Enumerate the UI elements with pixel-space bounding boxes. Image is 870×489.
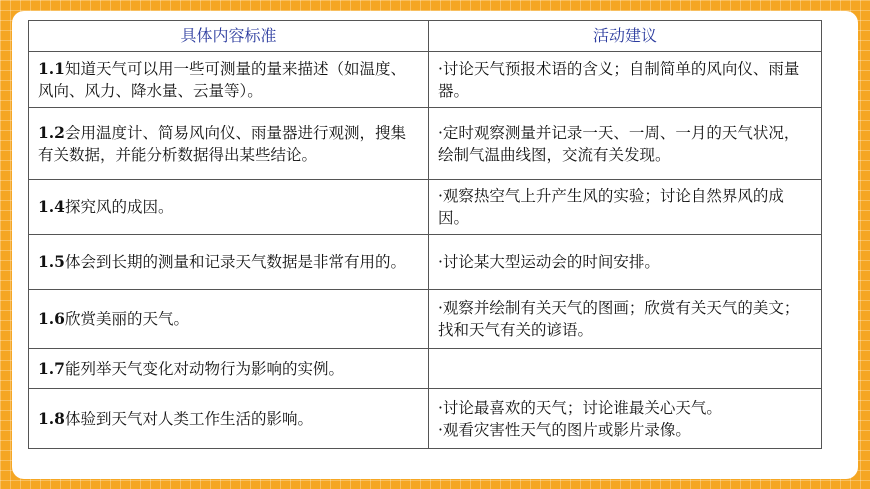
table-row <box>29 235 822 290</box>
standard-number: 1.2 <box>38 122 65 142</box>
table-row <box>29 108 822 180</box>
activity-cell <box>429 52 822 108</box>
standard-cell <box>29 389 429 449</box>
activity-cell <box>429 290 822 349</box>
activity-cell <box>429 349 822 389</box>
standard-text: 会用温度计、简易风向仪、雨量器进行观测，搜集有关数据，并能分析数据得出某些结论。 <box>38 123 406 164</box>
standard-text: 体验到天气对人类工作生活的影响。 <box>64 409 313 428</box>
standard-number: 1.7 <box>38 358 65 378</box>
standard-number: 1.1 <box>38 58 65 78</box>
standard-cell <box>29 349 429 389</box>
table-row <box>29 180 822 235</box>
table-row <box>29 389 822 449</box>
activity-cell <box>429 389 822 449</box>
standard-cell <box>29 52 429 108</box>
activity-cell <box>429 108 822 180</box>
standard-text: 欣赏美丽的天气。 <box>64 310 189 328</box>
standard-number: 1.5 <box>38 252 65 271</box>
activity-text: ·讨论最喜欢的天气；讨论谁最关心天气。 <box>438 398 722 417</box>
standard-text: 体会到长期的测量和记录天气数据是非常有用的。 <box>64 253 406 271</box>
activity-text: ·讨论某大型运动会的时间安排。 <box>438 253 660 271</box>
table-row <box>29 349 822 389</box>
table-header-row <box>29 21 822 52</box>
curriculum-standards-table <box>28 20 822 449</box>
standard-text: 探究风的成因。 <box>64 198 174 216</box>
standard-number: 1.8 <box>38 408 65 428</box>
header-activity: 活动建议 <box>429 21 822 52</box>
standard-cell <box>29 235 429 290</box>
standard-text: 能列举天气变化对动物行为影响的实例。 <box>64 359 344 378</box>
standard-cell <box>29 180 429 235</box>
activity-text: ·定时观察测量并记录一天、一周、一月的天气状况，绘制气温曲线图，交流有关发现。 <box>438 123 800 164</box>
activity-text: ·观察并绘制有关天气的图画；欣赏有关天气的美文；找和天气有关的谚语。 <box>438 299 800 339</box>
activity-text: ·讨论天气预报术语的含义；自制简单的风向仪、雨量器。 <box>438 59 800 100</box>
table-row <box>29 52 822 108</box>
header-standard: 具体内容标准 <box>29 21 429 52</box>
standard-cell <box>29 290 429 349</box>
activity-text: ·观看灾害性天气的图片或影片录像。 <box>438 420 691 439</box>
standard-text: 知道天气可以用一些可测量的量来描述（如温度、风向、风力、降水量、云量等）。 <box>38 59 406 100</box>
activity-text: ·观察热空气上升产生风的实验；讨论自然界风的成因。 <box>438 187 784 227</box>
standard-number: 1.4 <box>38 197 65 216</box>
activity-cell <box>429 180 822 235</box>
standard-number: 1.6 <box>38 309 65 328</box>
activity-cell <box>429 235 822 290</box>
table-row <box>29 290 822 349</box>
standard-cell <box>29 108 429 180</box>
